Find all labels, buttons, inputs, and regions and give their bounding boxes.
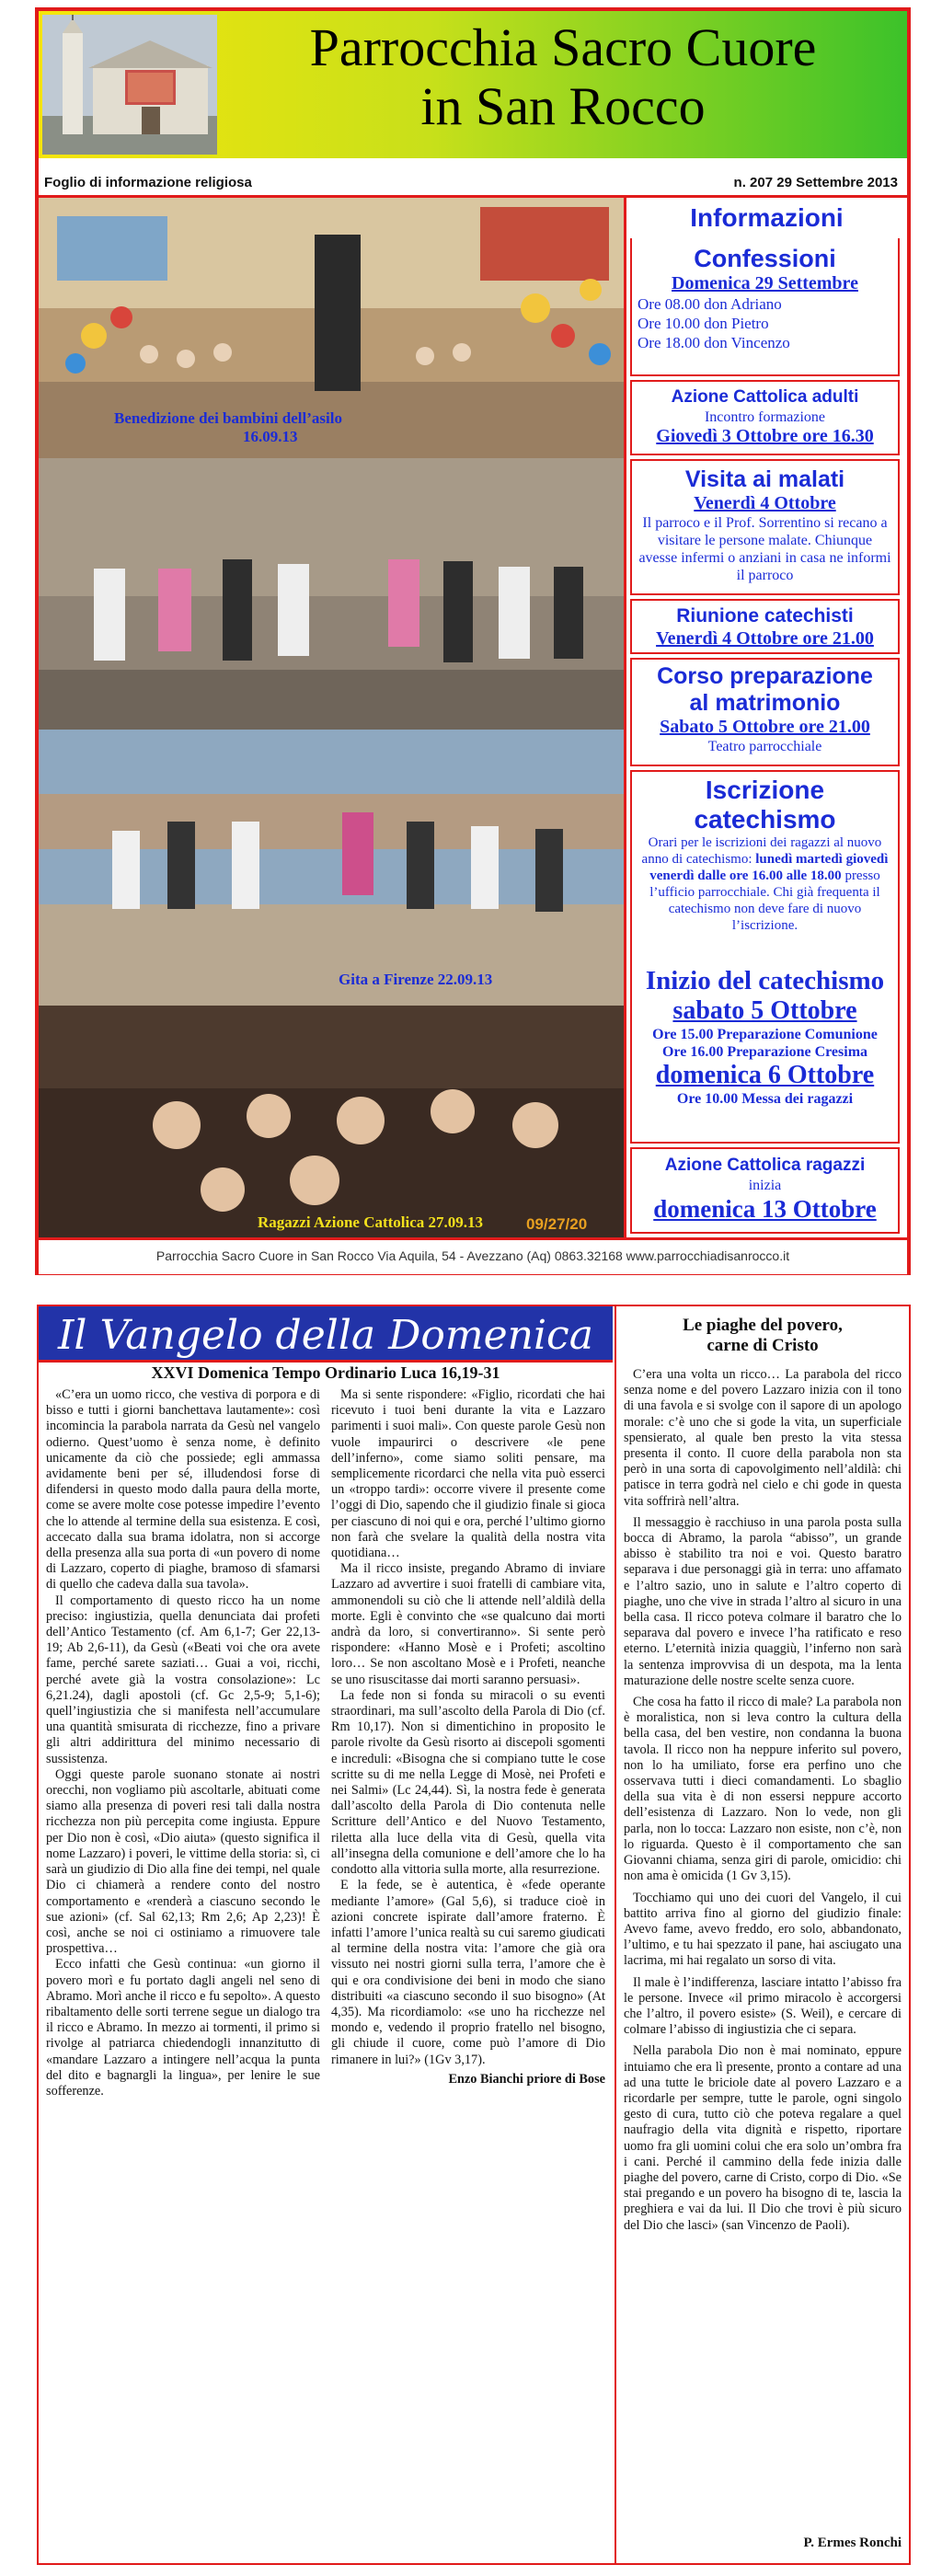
gospel-paragraph: La fede non si fonda su miracoli o su eventi straordinari, ma sull’ascolto della Parola di Dio (cf. Rm 10,17). Non si dimentichino in proposito le parole rivolte da Gesù risorto ai discepoli sgomenti e increduli: «Bisogna che si compiano tutte le cose scritte su di me nella Legge di Mosè, nei Profeti e nei Salmi» (Lc 24,44). Sì, la nostra fede è generata dall’ascolto della Parola di Dio contenuta nelle Scritture dell’Antico e del Nuovo Testamento, riletta alla luce della vita di Gesù, quella vita all’insegna della comunione e dell’amore che lo ha condotto alla vittoria sulla morte, alla resurrezione. (331, 1687, 605, 1878)
inizio-line-2: Ore 16.00 Preparazione Cresima (661, 1044, 868, 1060)
issue-number-date: n. 207 29 Settembre 2013 (733, 175, 898, 190)
confessioni-line-1: Ore 08.00 don Adriano (638, 295, 782, 313)
inizio-line-1: Ore 15.00 Preparazione Comunione (652, 1027, 878, 1042)
gospel-column-1 (46, 1387, 320, 2099)
visita-text: Il parroco e il Prof. Sorrentino si recano a visitare le persone malate. Chiunque avesse infermi o anziani in casa ne informi il parroco (638, 515, 891, 583)
photo-timestamp: 09/27/20 (526, 1215, 588, 1233)
piaghe-paragraph: C’era una volta un ricco… La parabola del ricco senza nome e del povero Lazzaro inizia con il tono di una favola e si svolge con il sapore di un apologo morale: c’è uno che si gode la vita, un superficiale spensierato, al quale ben presto la vita stessa presenta il conto. Il cuore della parabola non sta però in una sorta di capovolgimento nell’aldilà: chi patisce in terra godrà nel cielo e chi gode in questa vita soffrirà nell’altra. (624, 1367, 902, 1509)
piaghe-paragraph: Tocchiamo qui uno dei cuori del Vangelo, il cui battito arriva fino al giorno del giudizio finale: Avevo fame, avevo freddo, ero solo, abbandonato, l’ultimo, e tu hai spezzato il pane, hai asciugato una lacrima, mi hai regalato un sorso di vita. (624, 1890, 902, 1969)
piaghe-paragraph: Nella parabola Dio non è mai nominato, eppure intuiamo che era lì presente, pronto a contare ad una ad una tutte le briciole date al povero Lazzaro e a ricordarle per sempre, tutte le parole, ogni singolo gesto di cura, tutto ciò che poteva regalare a quel naufragio della vita dignità e rispetto, riportare uomo fra gli uomini colui che era solo un’ombra fra i cani. Perché il cammino della fede inizia dalle piaghe del povero, carne di Cristo, corpo di Dio. «Se stai pregando e un povero ha bisogno di te, lascia la preghiera e vai da lui. Il Dio che trovi è più sicuro del Dio che lasci» (san Vincenzo de Paoli). (624, 2043, 902, 2233)
iscrizione-heading-2: catechismo (694, 805, 836, 834)
piaghe-signature: P. Ermes Ronchi (803, 2536, 902, 2550)
gospel-banner (39, 1306, 613, 1363)
gospel-subtitle: XXVI Domenica Tempo Ordinario Luca 16,19-31 (151, 1363, 500, 1382)
iscrizione-text-c: presso l’ufficio parrocchiale. (649, 868, 880, 900)
photo-caption-blessing: Benedizione dei bambini dell’asilo (114, 409, 342, 427)
inizio-heading: Inizio del catechismo (645, 966, 885, 995)
confessioni-line-2: Ore 10.00 don Pietro (638, 315, 769, 332)
riunione-date: Venerdì 4 Ottobre ore 21.00 (656, 628, 874, 649)
piaghe-title-line1: Le piaghe del povero, (683, 1316, 843, 1335)
photo-youth-group (39, 1006, 624, 1237)
info-iscrizione-catechismo (630, 770, 900, 963)
gospel-paragraph: E la fede, se è autentica, è «fede operante mediante l’amore» (Gal 5,6), si traduce cioè in azioni concrete ispirate dall’amore fraterno. È infatti l’amore l’unica realtà su cui saremo giudicati al termine della nostra vita: l’amore che già ora vissuto nei nostri giorni sulla terra, l’amore che è qui e ora condivisione dei beni in modo che siano distribuiti «a ciascuno secondo il suo bisogno» (At 4,35). Ma ricordiamolo: «se uno ha ricchezze nel mondo e, vedendo il proprio fratello nel bisogno, gli chiude il cuore, come può l’amore di Dio rimanere in lui?» (1Gv 3,17). (331, 1878, 605, 2067)
photo-caption-youth: Ragazzi Azione Cattolica 27.09.13 (258, 1213, 484, 1231)
azione-ragazzi-date: domenica 13 Ottobre (653, 1195, 877, 1223)
photo-kindergarten-blessing (39, 198, 624, 458)
masthead-title-line2: in San Rocco (420, 76, 706, 136)
newsletter-page-2 (37, 1305, 911, 2565)
visita-heading: Visita ai malati (684, 466, 845, 492)
column-divider (615, 1306, 616, 2563)
photo-caption-florence: Gita a Firenze 22.09.13 (339, 971, 493, 988)
corso-place: Teatro parrocchiale (707, 739, 822, 754)
photo-caption-blessing-date: 16.09.13 (243, 428, 298, 445)
info-azione-adulti (630, 380, 900, 455)
corso-date: Sabato 5 Ottobre ore 21.00 (660, 717, 870, 737)
azione-ragazzi-line: inizia (748, 1178, 782, 1193)
confessioni-date: Domenica 29 Settembre (672, 273, 858, 293)
gospel-paragraph: Ma il ricco insiste, pregando Abramo di inviare Lazzaro ad avvertire i suoi fratelli di cambiare vita, ammonendoli su ciò che li attende nell’aldilà della morte. Egli è convinto che «se qualcuno dai morti andrà da loro, si convertiranno». Si sente però rispondere: «Hanno Mosè e i Profeti; ascoltino loro… Se non ascoltano Mosè e i Profeti, neanche se uno risuscitasse dai morti saranno persuasi». (331, 1561, 605, 1687)
inizio-line-3: Ore 10.00 Messa dei ragazzi (676, 1091, 854, 1107)
gospel-title: Il Vangelo della Domenica (58, 1312, 593, 1359)
info-title: Informazioni (690, 203, 844, 232)
gospel-paragraph: Il comportamento di questo ricco ha un nome preciso: ingiustizia, quella denunciata dai profeti dell’Antico Testamento (cf. Am 6,1-7; Ger 22,13-19; Ab 2,6-11), da Gesù («Beati voi che ora avete fame, perché sarete saziati… Guai a voi, ricchi, perché avete già la vostra consolazione»: Lc 6,21.24), dagli apostoli (cf. Gc 2,5-9; 5,1-6); quell’ingiustizia che si manifesta nell’accumulare una quantità smisurata di ricchezze, fino a privare gli altri addirittura del minimo necessario di sussistenza. (46, 1593, 320, 1766)
azione-adulti-heading: Azione Cattolica adulti (671, 387, 859, 407)
info-azione-ragazzi (630, 1147, 900, 1234)
confessioni-heading: Confessioni (694, 245, 836, 272)
visita-date: Venerdì 4 Ottobre (694, 493, 836, 513)
iscrizione-text (632, 834, 898, 934)
riunione-heading: Riunione catechisti (676, 605, 854, 627)
iscrizione-text-b: lunedì martedì giovedì venerdì dalle ore 16.00 alle 18.00 (649, 852, 889, 883)
gospel-commentary (46, 1387, 607, 2551)
footer-address: Parrocchia Sacro Cuore in San Rocco Via Aquila, 54 - Avezzano (Aq) 0863.32168 www.parrocchiadisanrocco.it (39, 1237, 907, 1274)
masthead (39, 11, 907, 158)
info-inizio-catechismo (630, 963, 900, 1144)
gospel-paragraph: Oggi queste parole suonano stonate ai nostri orecchi, non vogliamo più ascoltarle, abituati come siamo alla presenza di poveri resi tali dalla nostra ricchezza non più percepita come ingiusta. Eppure per Dio non è così, «Dio aiuta» (questo significa il nome Lazzaro) i poveri, le vittime della storia: sì, ci sarà un giudizio di Dio alla fine dei tempi, nel quale Dio ci chiamerà a rendere conto del nostro comportamento e «renderà a ciascuno secondo le sue azioni» (cf. Sal 62,13; Rm 2,6; Ap 2,23)! È così, anche se noi ci ostiniamo a rimuovere tale prospettiva… (46, 1766, 320, 1957)
gospel-paragraph: Ma si sente rispondere: «Figlio, ricordati che hai ricevuto i tuoi beni durante la vita e Lazzaro parimenti i suoi mali». Con queste parole Gesù non vuole impaurirci o descrivere «le pene dell’inferno», come siamo soliti pensare, ma semplicemente ricordarci che nella vita può esserci un «troppo tardi»: occorre vivere il presente come l’oggi di Dio, sapendo che il giudizio finale si gioca per ciascuno di noi qui e ora, perché l’ultimo giorno non farà che svelare la qualità della nostra vita quotidiana… (331, 1387, 605, 1561)
confessioni-line-3: Ore 18.00 don Vincenzo (638, 334, 790, 351)
gospel-signature: Enzo Bianchi priore di Bose (448, 2071, 605, 2087)
azione-adulti-line: Incontro formazione (704, 409, 826, 425)
gospel-column-2 (331, 1387, 605, 2087)
iscrizione-heading-1: Iscrizione (705, 776, 825, 804)
azione-ragazzi-heading: Azione Cattolica ragazzi (664, 1156, 866, 1175)
piaghe-article (624, 1367, 902, 2239)
info-visita-malati (630, 459, 900, 595)
inizio-date-2: domenica 6 Ottobre (655, 1061, 875, 1089)
corso-heading-2: al matrimonio (689, 690, 841, 716)
newsletter-page-1 (35, 7, 911, 1275)
masthead-title-line1: Parrocchia Sacro Cuore (309, 17, 817, 77)
iscrizione-text-d: Chi già frequenta il catechismo non deve fare di nuovo l’iscrizione. (668, 885, 880, 933)
piaghe-paragraph: Il male è l’indifferenza, lasciare intatto l’abisso fra le persone. Invece «il primo miracolo è accorgersi che l’altro, il povero esiste» (S. Weil), e cercare di colmare l’abisso di ingiustizia che ci separa. (624, 1974, 902, 2038)
piaghe-paragraph: Il messaggio è racchiuso in una parola posta sulla bocca di Abramo, la parola “abisso”, un grande abisso è stabilito tra noi e voi. Questo baratro separava i due personaggi già in terra: uno affamato e l’altro sazio, uno in salute e l’altro coperto di piaghe, uno che vive in strada l’altro al sicuro in una bella casa. Il ricco poteva colmare il baratro che lo separava dal povero e invece l’ha ratificato e reso eterno. L’eternità inizia quaggiù, l’inferno non sarà la sentenza improvvisa di un despota, ma la lenta maturazione delle nostre scelte senza cuore. (624, 1514, 902, 1688)
azione-adulti-date: Giovedì 3 Ottobre ore 16.30 (656, 426, 874, 446)
issue-bar (39, 158, 907, 198)
publication-type: Foglio di informazione religiosa (44, 175, 252, 190)
photo-column (39, 198, 626, 1237)
info-column (626, 198, 907, 1237)
inizio-date-1: sabato 5 Ottobre (672, 996, 857, 1025)
piaghe-title (620, 1316, 905, 1356)
photo-florence-trip (39, 730, 624, 1006)
gospel-paragraph: «C’era un uomo ricco, che vestiva di porpora e di bisso e tutti i giorni banchettava lautamente»: così incomincia la parabola narrata da Gesù nel vangelo odierno. Quest’uomo è senza nome, è definito unicamente da ciò che possiede; egli ammassa avidamente beni per sé, illudendosi forse di difendersi in questo modo dalla paura della morte, come se avere molte cose potesse impedire l’evento che lo attende al termine della sua esistenza. E così, accecato dalla sua brama idolatra, non si accorge della presenza alla sua porta di «un povero di nome di Lazzaro, coperto di piaghe, bramoso di sfamarsi di quello che cadeva dalla sua tavola». (46, 1387, 320, 1593)
iscrizione-text-a: Orari per le iscrizioni dei ragazzi al nuovo anno di catechismo: (641, 835, 882, 867)
gospel-paragraph: Ecco infatti che Gesù continua: «un giorno il povero morì e fu portato dagli angeli nel seno di Abramo. Morì anche il ricco e fu sepolto». A questo ribaltamento delle sorti terrene segue un dialogo tra il ricco e Abramo. In mezzo ai tormenti, il primo si rivolge al patriarca chiedendogli innanzitutto di «mandare Lazzaro a intingere nell’acqua la punta del dito e bagnargli la lingua», per lenire le sue sofferenze. (46, 1957, 320, 2099)
info-confessioni (630, 238, 900, 376)
info-riunione-catechisti (630, 599, 900, 654)
masthead-title (223, 18, 903, 136)
church-logo (42, 15, 217, 155)
piaghe-paragraph: Che cosa ha fatto il ricco di male? La parabola non è moralistica, non si leva contro la cultura della bella casa, del ben vestire, non condanna la buona tavola. Il ricco non ha neppure inferito sul povero, non lo ha umiliato, forse era perfino uno che osservava tutti i dieci comandamenti. Lo sbaglio della sua vita è di non essersi neppure accorto dell’esistenza di Lazzaro. Non lo vede, non gli parla, non lo tocca: Lazzaro non esiste, non c’è, non lo riguarda. Questo è il comportamento che san Giovanni chiama, senza giri di parole, omicidio: chi non ama è omicida (1 Gv 3,15). (624, 1695, 902, 1884)
corso-heading-1: Corso preparazione (657, 663, 873, 689)
photo-group-stone-wall (39, 458, 624, 730)
piaghe-title-line2: carne di Cristo (706, 1336, 819, 1355)
info-corso-matrimonio (630, 658, 900, 766)
